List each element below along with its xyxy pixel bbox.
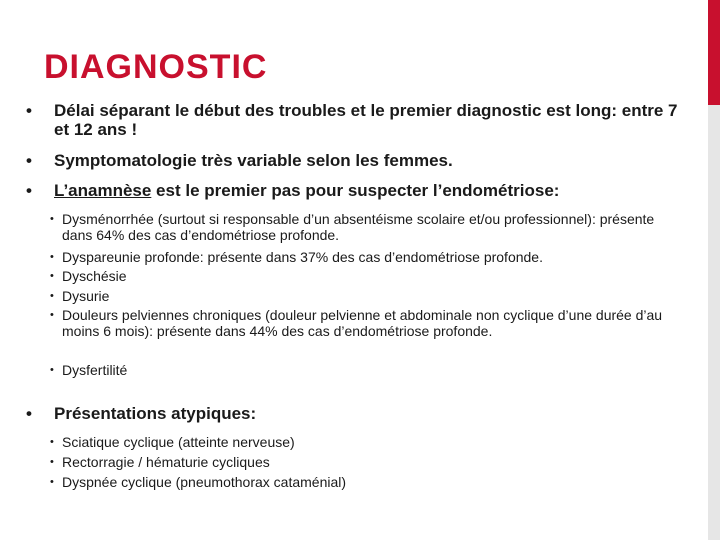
bullet-dot: • (26, 101, 32, 120)
sub-bullet-text: Dyspnée cyclique (pneumothorax cataménial) (62, 474, 347, 490)
sub-bullet-dot: • (50, 270, 54, 282)
sub-bullet-dyschesie (50, 268, 670, 284)
bullet-text: Délai séparant le début des troubles et le premier diagnostic est long: entre 7 et 12 ans ! (54, 101, 678, 139)
sub-bullet-text: Dysfertilité (62, 362, 128, 378)
bullet-dot: • (26, 404, 32, 423)
sub-bullet-sciatique (50, 434, 670, 450)
sub-bullet-dyspareunie (50, 249, 670, 265)
sub-bullet-dot: • (50, 309, 54, 321)
bullet-delai (26, 101, 686, 139)
bullet-text: Présentations atypiques: (54, 404, 257, 423)
bullet-presentations-atypiques (26, 404, 686, 423)
anamnese-underlined: L’anamnèse (54, 181, 152, 200)
accent-bar (708, 0, 720, 105)
sub-bullet-text: Rectorragie / hématurie cycliques (62, 454, 270, 470)
sub-bullet-dysmenorrhee (50, 211, 670, 243)
bullet-dot: • (26, 181, 32, 200)
slide-title: DIAGNOSTIC (44, 48, 268, 86)
sub-bullet-text: Sciatique cyclique (atteinte nerveuse) (62, 434, 295, 450)
sub-bullet-dot: • (50, 290, 54, 302)
sub-bullet-rectorragie (50, 454, 670, 470)
sub-bullet-dot: • (50, 213, 54, 225)
bullet-dot: • (26, 151, 32, 170)
sub-bullet-dot: • (50, 364, 54, 376)
sub-bullet-text: Dyspareunie profonde: présente dans 37% des cas d’endométriose profonde. (62, 249, 543, 265)
sub-bullet-dot: • (50, 456, 54, 468)
bullet-text: Symptomatologie très variable selon les femmes. (54, 151, 453, 170)
sub-bullet-dot: • (50, 436, 54, 448)
sub-bullet-text: Dysménorrhée (surtout si responsable d’un absentéisme scolaire et/ou professionnel): présente dans 64% des cas d’endométriose profonde. (62, 211, 655, 243)
sub-bullet-text: Douleurs pelviennes chroniques (douleur pelvienne et abdominale non cyclique d’une durée d’au moins 6 mois): présente dans 44% des cas d’endométriose profonde. (62, 307, 663, 339)
sub-bullet-dysurie (50, 288, 670, 304)
sub-bullet-text: Dysurie (62, 288, 110, 304)
sub-bullet-text: Dyschésie (62, 268, 127, 284)
bullet-symptomatologie (26, 151, 686, 170)
sub-bullet-dot: • (50, 476, 54, 488)
sub-bullet-dysfertilite (50, 362, 670, 378)
sub-bullet-dyspnee (50, 474, 670, 490)
bullet-text: est le premier pas pour suspecter l’endométriose: (151, 181, 560, 200)
bullet-anamnese (26, 181, 686, 200)
accent-rule (708, 105, 720, 540)
sub-bullet-dot: • (50, 251, 54, 263)
sub-bullet-douleurs (50, 307, 670, 339)
